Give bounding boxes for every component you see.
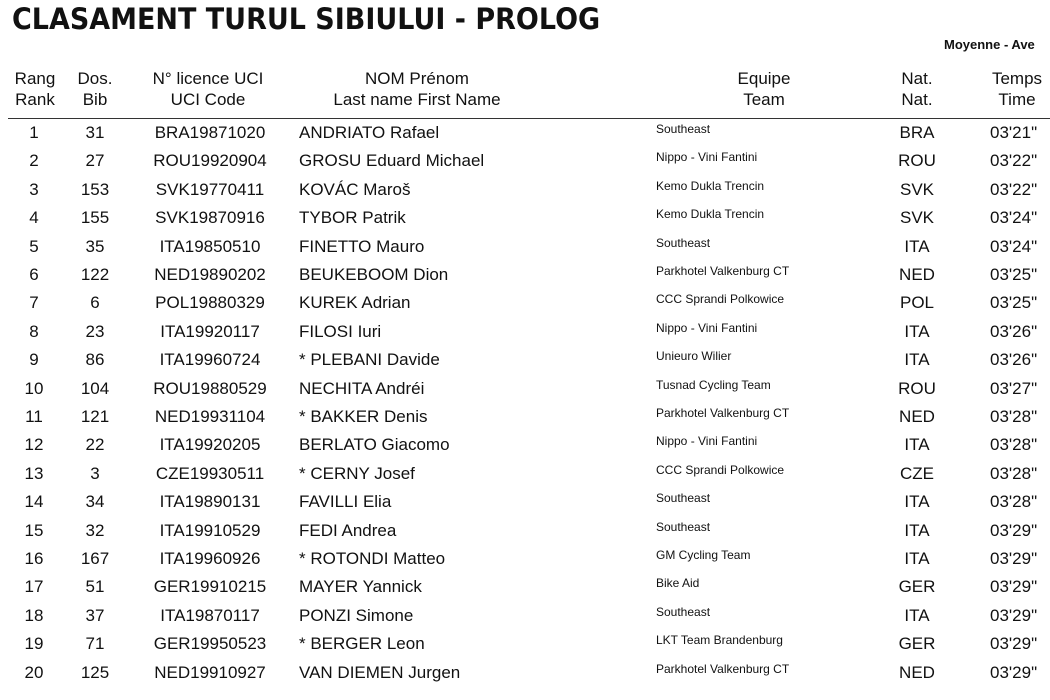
uci-code-cell: ITA19850510 [159,236,261,256]
uci-code-cell: ITA19960724 [159,350,261,370]
header-uci-fr: N° licence UCI [152,69,264,88]
rider-name-cell: KUREK Adrian [299,293,411,313]
rank-cell: 12 [24,435,44,455]
rank-cell: 16 [24,549,44,568]
rider-name-cell: ANDRIATO Rafael [299,123,440,142]
uci-code-cell: ROU19880529 [153,378,267,398]
rider-name-cell: TYBOR Patrik [299,208,406,228]
uci-code-cell: ITA19890131 [159,492,261,512]
team-cell: Nippo - Vini Fantini [656,434,758,449]
bib-cell: 71 [85,634,105,654]
page-title: CLASAMENT TURUL SIBIULUI - PROLOG [12,2,601,36]
uci-code-cell: ITA19920117 [160,321,260,341]
rank-cell: 19 [24,634,44,654]
bib-cell: 34 [85,492,105,512]
uci-code-cell: SVK19870916 [155,208,265,228]
average-speed-label: Moyenne - Ave [944,37,1035,52]
nationality-cell: ITA [904,549,930,568]
uci-code-cell: GER19950523 [153,634,267,654]
team-cell: Tusnad Cycling Team [656,377,771,392]
rank-cell: 9 [29,350,39,370]
team-cell: Nippo - Vini Fantini [656,320,758,335]
time-cell: 03'22" [990,151,1038,171]
table-row [0,573,1050,601]
rider-name-cell: NECHITA Andréi [299,378,425,398]
bib-cell: 121 [80,407,110,426]
rank-cell: 14 [24,492,44,512]
team-cell: Unieuro Wilier [656,349,732,364]
table-row [0,119,1050,147]
team-cell: Bike Aid [656,576,700,591]
header-name-en: Last name First Name [333,90,501,109]
time-cell: 03'29" [990,605,1038,625]
time-cell: 03'22" [990,179,1038,199]
header-name-fr: NOM Prénom [365,69,469,88]
rider-name-cell: VAN DIEMEN Jurgen [299,662,461,682]
bib-cell: 155 [80,208,110,228]
team-cell: Southeast [656,235,711,250]
time-cell: 03'21" [990,123,1038,142]
time-cell: 03'29" [990,520,1038,540]
header-team-en: Team [743,90,785,109]
rank-cell: 6 [29,265,39,284]
nationality-cell: NED [899,265,935,284]
rider-name-cell: KOVÁC Maroš [299,179,411,199]
rider-name-cell: FEDI Andrea [299,520,397,540]
table-row [0,517,1050,545]
team-cell: Southeast [656,122,711,136]
header-uci-code [140,68,276,110]
time-cell: 03'29" [990,662,1038,682]
rider-name-cell: PONZI Simone [299,605,414,625]
header-rank-en: Rank [15,90,55,109]
bib-cell: 3 [90,463,100,483]
nationality-cell: ROU [898,378,936,398]
header-time [986,68,1048,110]
table-row [0,318,1050,346]
header-bib-en: Bib [82,90,108,109]
rank-cell: 13 [24,463,44,483]
rank-cell: 18 [24,605,44,625]
bib-cell: 32 [85,520,105,540]
uci-code-cell: ITA19910529 [159,520,261,540]
nationality-cell: BRA [899,123,935,142]
rank-cell: 10 [24,378,44,398]
rank-cell: 1 [29,123,39,142]
table-row [0,147,1050,175]
bib-cell: 86 [85,350,105,370]
team-cell: LKT Team Brandenburg [656,633,783,648]
team-cell: CCC Sprandi Polkowice [656,462,785,477]
table-row [0,403,1050,431]
uci-code-cell: GER19910215 [153,577,267,597]
nationality-cell: ITA [904,350,930,370]
uci-code-cell: NED19890202 [154,265,266,284]
rank-cell: 8 [29,321,39,341]
header-time-en: Time [998,90,1036,109]
team-cell: Nippo - Vini Fantini [656,150,758,165]
rank-cell: 5 [29,236,39,256]
team-cell: Southeast [656,604,711,619]
uci-code-cell: ITA19920205 [159,435,261,455]
bib-cell: 122 [80,265,110,284]
uci-code-cell: ITA19870117 [160,605,260,625]
uci-code-cell: NED19931104 [154,407,266,426]
uci-code-cell: POL19880329 [155,293,265,313]
rider-name-cell: * CERNY Josef [299,463,415,483]
team-cell: Parkhotel Valkenburg CT [656,264,790,278]
team-cell: Parkhotel Valkenburg CT [656,406,790,420]
rider-name-cell: FINETTO Mauro [299,236,425,256]
nationality-cell: CZE [900,463,934,483]
rider-name-cell: GROSU Eduard Michael [299,151,485,171]
rider-name-cell: MAYER Yannick [299,577,422,597]
header-team [724,68,804,110]
nationality-cell: NED [899,662,935,682]
nationality-cell: ITA [904,605,930,625]
table-row [0,204,1050,232]
table-row [0,659,1050,687]
team-cell: Southeast [656,491,711,506]
table-row [0,176,1050,204]
uci-code-cell: CZE19930511 [155,463,265,483]
table-row [0,602,1050,630]
table-row [0,488,1050,516]
bib-cell: 37 [85,605,105,625]
team-cell: Southeast [656,519,711,534]
time-cell: 03'27" [990,378,1038,398]
header-rank-fr: Rang [14,69,56,88]
nationality-cell: ROU [898,151,936,171]
team-cell: GM Cycling Team [656,548,751,562]
table-row [0,375,1050,403]
uci-code-cell: SVK19770411 [155,179,265,199]
team-cell: Kemo Dukla Trencin [656,178,765,193]
time-cell: 03'28" [990,463,1038,483]
rider-name-cell: * BERGER Leon [299,634,425,654]
rider-name-cell: * BAKKER Denis [299,407,428,426]
nationality-cell: ITA [904,492,930,512]
nationality-cell: ITA [904,236,930,256]
header-rank [6,68,64,110]
bib-cell: 125 [80,662,110,682]
header-bib [66,68,124,110]
uci-code-cell: NED19910927 [154,662,266,682]
time-cell: 03'28" [990,407,1038,426]
rank-cell: 7 [29,293,39,313]
header-time-fr: Temps [991,69,1043,88]
time-cell: 03'25" [990,265,1038,284]
bib-cell: 31 [85,123,105,142]
team-cell: Parkhotel Valkenburg CT [656,661,790,676]
nationality-cell: ITA [904,435,930,455]
time-cell: 03'25" [990,293,1038,313]
rider-name-cell: BEUKEBOOM Dion [299,265,449,284]
bib-cell: 23 [85,321,105,341]
rider-name-cell: BERLATO Giacomo [299,435,450,455]
uci-code-cell: ITA19960926 [159,549,261,568]
bib-cell: 104 [80,378,110,398]
uci-code-cell: BRA19871020 [154,123,266,142]
bib-cell: 167 [80,549,110,568]
bib-cell: 22 [85,435,105,455]
nationality-cell: GER [898,634,936,654]
table-row [0,460,1050,488]
time-cell: 03'24" [990,236,1038,256]
bib-cell: 6 [90,293,100,313]
table-row [0,346,1050,374]
header-nat-fr: Nat. [901,69,933,88]
table-row [0,431,1050,459]
time-cell: 03'26" [990,321,1038,341]
nationality-cell: ITA [904,321,930,341]
table-row [0,630,1050,658]
rank-cell: 15 [24,520,44,540]
time-cell: 03'26" [990,350,1038,370]
bib-cell: 153 [80,179,110,199]
team-cell: Kemo Dukla Trencin [656,207,765,222]
table-row [0,261,1050,289]
time-cell: 03'29" [990,634,1038,654]
nationality-cell: SVK [899,179,935,199]
bib-cell: 27 [85,151,105,171]
bib-cell: 51 [85,577,105,597]
rider-name-cell: * ROTONDI Matteo [299,549,446,568]
rider-name-cell: * PLEBANI Davide [299,350,440,370]
table-row [0,289,1050,317]
time-cell: 03'29" [990,549,1038,568]
rank-cell: 11 [25,407,43,426]
nationality-cell: POL [899,293,935,313]
header-uci-en: UCI Code [170,90,246,109]
header-bib-fr: Dos. [77,69,113,88]
time-cell: 03'29" [990,577,1038,597]
uci-code-cell: ROU19920904 [153,151,267,171]
header-name [320,68,514,110]
time-cell: 03'24" [990,208,1038,228]
rank-cell: 2 [29,151,39,171]
rank-cell: 3 [29,179,39,199]
header-nationality [886,68,948,110]
rank-cell: 4 [29,208,39,228]
time-cell: 03'28" [990,492,1038,512]
table-row [0,233,1050,261]
rider-name-cell: FILOSI Iuri [299,321,382,341]
time-cell: 03'28" [990,435,1038,455]
rank-cell: 17 [24,577,44,597]
nationality-cell: SVK [899,208,935,228]
header-nat-en: Nat. [901,90,933,109]
team-cell: CCC Sprandi Polkowice [656,292,785,307]
nationality-cell: GER [898,577,936,597]
table-row [0,545,1050,573]
bib-cell: 35 [85,236,105,256]
rank-cell: 20 [24,662,44,682]
nationality-cell: NED [899,407,935,426]
nationality-cell: ITA [904,520,930,540]
header-team-fr: Equipe [737,69,791,88]
rider-name-cell: FAVILLI Elia [299,492,392,512]
